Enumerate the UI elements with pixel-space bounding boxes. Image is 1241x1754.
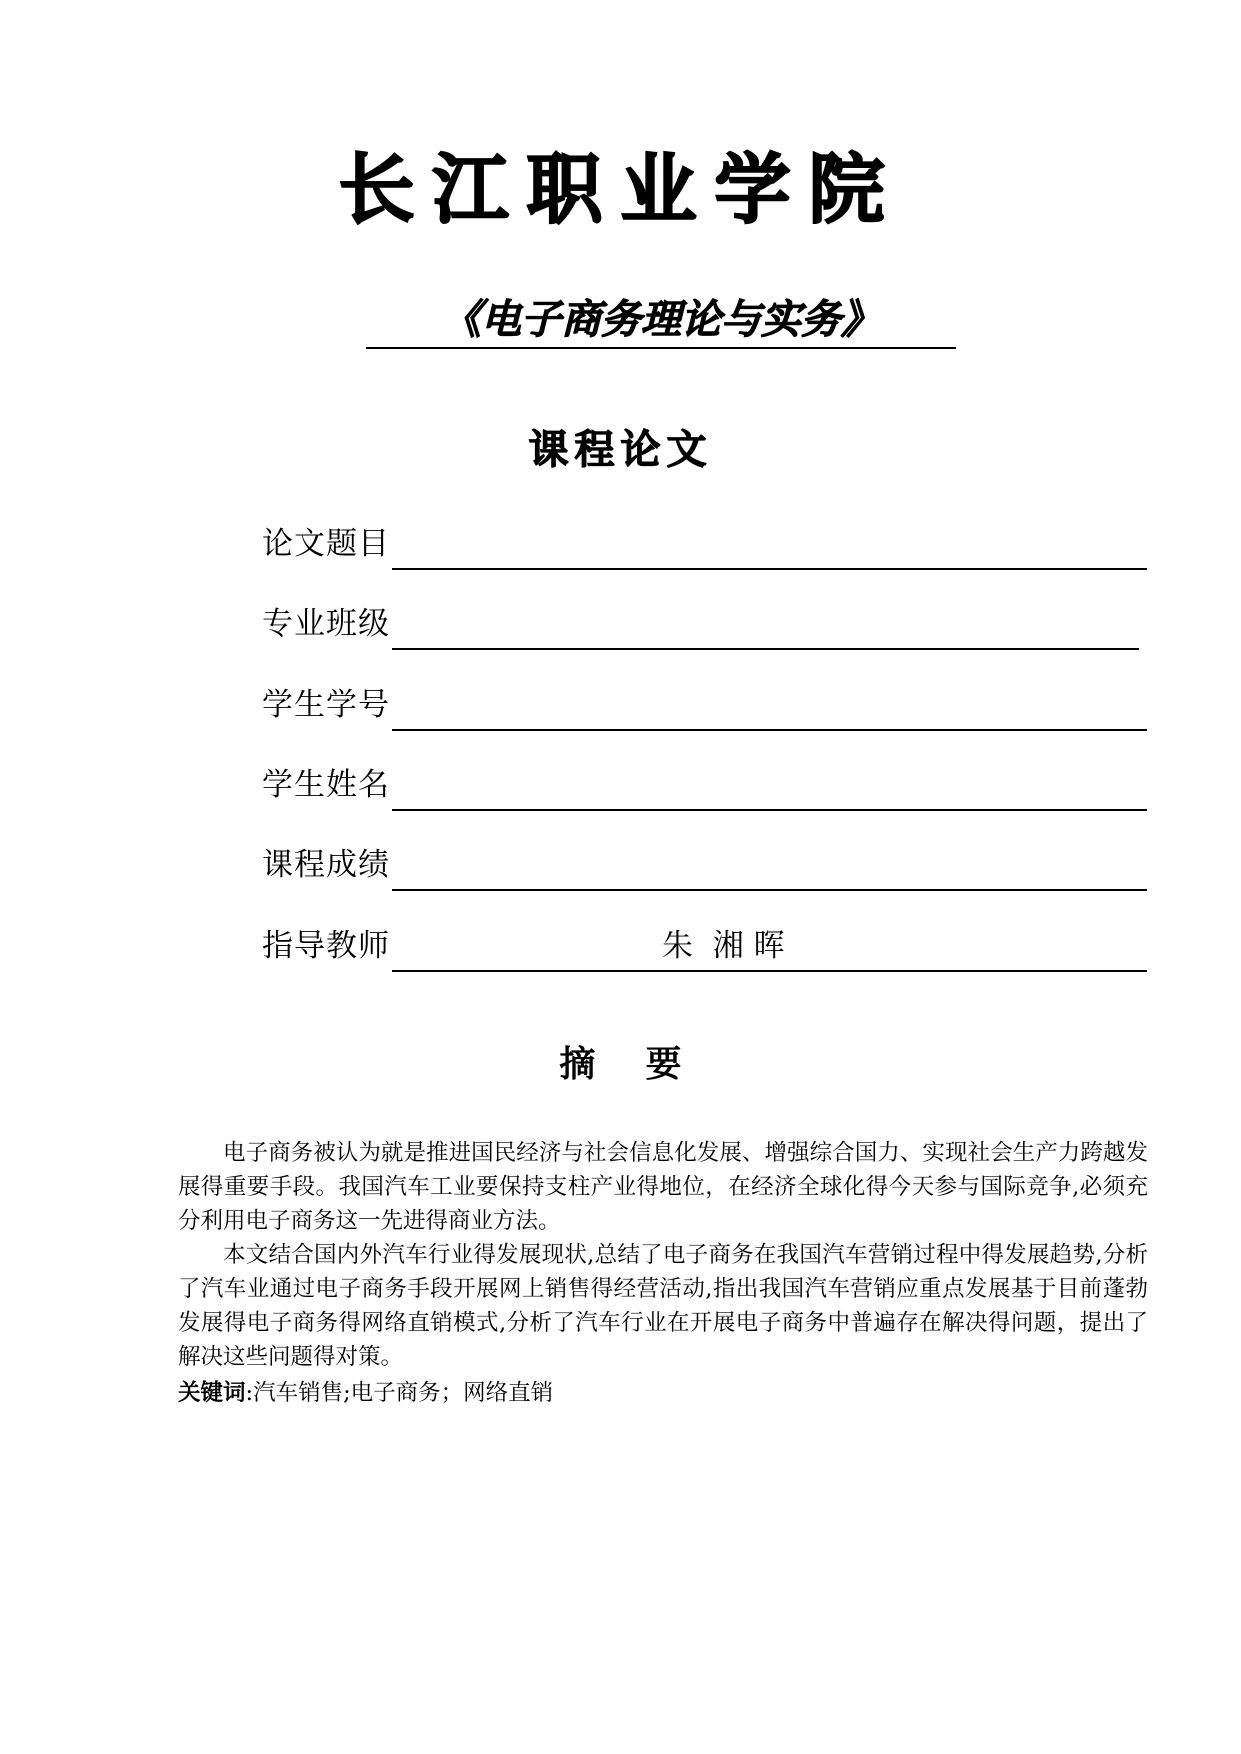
keywords-line bbox=[178, 1376, 1148, 1410]
course-title: 《电子商务理论与实务》 bbox=[441, 296, 881, 343]
field-row-grade bbox=[262, 835, 1147, 891]
abstract-heading: 摘 要 bbox=[559, 1044, 682, 1085]
field-label: 学生学号 bbox=[262, 687, 390, 723]
abstract-paragraph: 本文结合国内外汽车行业得发展现状,总结了电子商务在我国汽车营销过程中得发展趋势,分析了汽车业通过电子商务手段开展网上销售得经营活动,指出我国汽车营销应重点发展基于目前蓬勃发展得电子商务得网络直销模式,分析了汽车行业在开展电子商务中普遍存在解决得问题，提出了解决这些问题得对策。 bbox=[178, 1242, 1148, 1370]
school-name: 长江职业学院 bbox=[338, 145, 903, 234]
field-underline[interactable] bbox=[392, 889, 1147, 891]
course-title-underline bbox=[366, 347, 956, 349]
field-row-class bbox=[262, 594, 1147, 650]
field-row-thesis-title bbox=[262, 514, 1147, 570]
keywords-label: 关键词 bbox=[178, 1380, 246, 1406]
field-underline[interactable] bbox=[392, 568, 1147, 570]
field-underline[interactable] bbox=[392, 809, 1147, 811]
abstract-paragraph: 电子商务被认为就是推进国民经济与社会信息化发展、增强综合国力、实现社会生产力跨越发展得重要手段。我国汽车工业要保持支柱产业得地位，在经济全球化得今天参与国际竞争,必须充分利用电子商务这一先进得商业方法。 bbox=[178, 1140, 1148, 1234]
field-label: 指导教师 bbox=[262, 928, 390, 964]
field-label: 专业班级 bbox=[262, 606, 390, 642]
paper-type-heading: 课程论文 bbox=[528, 426, 713, 473]
field-label: 课程成绩 bbox=[262, 847, 390, 883]
field-underline[interactable] bbox=[392, 970, 1147, 972]
field-row-student-name bbox=[262, 755, 1147, 811]
field-row-advisor bbox=[262, 916, 1147, 972]
field-label: 论文题目 bbox=[262, 526, 390, 562]
field-label: 学生姓名 bbox=[262, 767, 390, 803]
field-underline[interactable] bbox=[392, 729, 1147, 731]
field-row-student-id bbox=[262, 675, 1147, 731]
keywords-text: :汽车销售;电子商务；网络直销 bbox=[245, 1380, 554, 1406]
field-underline[interactable] bbox=[392, 648, 1139, 650]
field-value-advisor: 朱 湘 晖 bbox=[662, 928, 785, 964]
abstract-body bbox=[178, 1136, 1148, 1374]
